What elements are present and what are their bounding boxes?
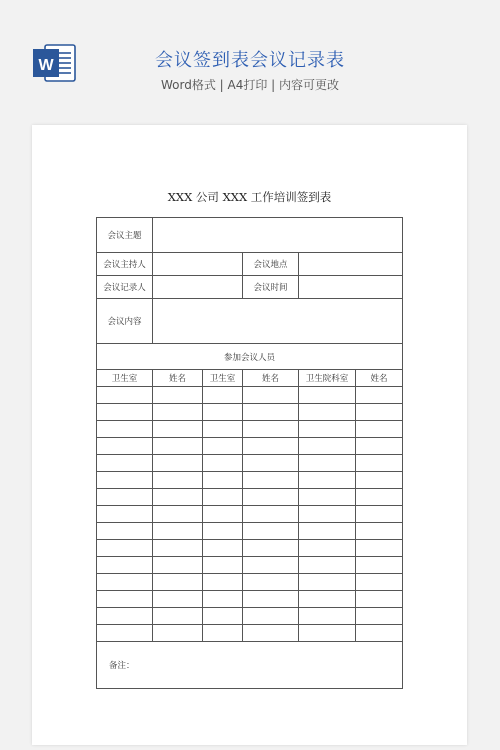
attendee-cell[interactable] xyxy=(203,455,243,472)
attendee-cell[interactable] xyxy=(97,523,153,540)
attendee-cell[interactable] xyxy=(203,421,243,438)
attendee-cell[interactable] xyxy=(243,591,299,608)
column-header: 姓名 xyxy=(153,370,203,387)
attendee-cell[interactable] xyxy=(356,557,403,574)
attendee-cell[interactable] xyxy=(153,489,203,506)
attendee-row xyxy=(97,625,403,642)
attendee-cell[interactable] xyxy=(356,387,403,404)
attendee-cell[interactable] xyxy=(243,574,299,591)
attendee-cell[interactable] xyxy=(356,523,403,540)
location-label: 会议地点 xyxy=(243,253,299,276)
attendee-cell[interactable] xyxy=(243,625,299,642)
document-title: XXX 公司 XXX 工作培训签到表 xyxy=(167,190,332,204)
attendee-cell[interactable] xyxy=(97,540,153,557)
attendee-cell[interactable] xyxy=(97,421,153,438)
attendee-cell[interactable] xyxy=(97,557,153,574)
column-header: 姓名 xyxy=(356,370,403,387)
attendee-cell[interactable] xyxy=(203,387,243,404)
recorder-label: 会议记录人 xyxy=(97,276,153,299)
recorder-time-row xyxy=(97,276,403,299)
attendee-cell[interactable] xyxy=(243,438,299,455)
attendee-cell[interactable] xyxy=(299,404,356,421)
attendee-cell[interactable] xyxy=(356,625,403,642)
page-subtitle: Word格式 | A4打印 | 内容可更改 xyxy=(160,78,340,92)
attendee-cell[interactable] xyxy=(153,540,203,557)
page-title: 会议签到表会议记录表 xyxy=(155,50,345,71)
attendee-row xyxy=(97,421,403,438)
attendee-row xyxy=(97,591,403,608)
attendee-cell[interactable] xyxy=(203,574,243,591)
attendee-row xyxy=(97,506,403,523)
attendee-cell[interactable] xyxy=(203,489,243,506)
attendee-cell[interactable] xyxy=(97,387,153,404)
attendee-cell[interactable] xyxy=(356,438,403,455)
attendee-cell[interactable] xyxy=(153,506,203,523)
attendee-cell[interactable] xyxy=(299,557,356,574)
attendee-cell[interactable] xyxy=(299,591,356,608)
attendee-cell[interactable] xyxy=(97,608,153,625)
attendee-cell[interactable] xyxy=(97,489,153,506)
attendee-cell[interactable] xyxy=(243,472,299,489)
attendee-cell[interactable] xyxy=(356,591,403,608)
attendee-row xyxy=(97,489,403,506)
attendee-cell[interactable] xyxy=(97,404,153,421)
column-header: 姓名 xyxy=(243,370,299,387)
location-field[interactable] xyxy=(299,253,403,276)
attendee-cell[interactable] xyxy=(356,540,403,557)
attendee-cell[interactable] xyxy=(299,574,356,591)
attendee-cell[interactable] xyxy=(203,438,243,455)
attendee-cell[interactable] xyxy=(356,472,403,489)
attendee-cell[interactable] xyxy=(243,387,299,404)
attendee-cell[interactable] xyxy=(356,608,403,625)
attendee-cell[interactable] xyxy=(243,506,299,523)
attendee-cell[interactable] xyxy=(203,540,243,557)
attendee-cell[interactable] xyxy=(203,523,243,540)
signin-form-table xyxy=(96,217,403,689)
attendee-cell[interactable] xyxy=(203,591,243,608)
attendee-row xyxy=(97,540,403,557)
attendee-cell[interactable] xyxy=(153,438,203,455)
notes-label: 备注： xyxy=(97,642,403,689)
attendee-row xyxy=(97,455,403,472)
attendee-cell[interactable] xyxy=(356,404,403,421)
attendee-row xyxy=(97,608,403,625)
attendee-cell[interactable] xyxy=(97,506,153,523)
attendee-cell[interactable] xyxy=(203,506,243,523)
attendee-cell[interactable] xyxy=(203,472,243,489)
attendee-cell[interactable] xyxy=(153,455,203,472)
topic-label: 会议主题 xyxy=(97,218,153,253)
attendee-cell[interactable] xyxy=(243,608,299,625)
attendee-row xyxy=(97,574,403,591)
column-header: 卫生室 xyxy=(203,370,243,387)
host-location-row xyxy=(97,253,403,276)
attendee-cell[interactable] xyxy=(243,455,299,472)
attendee-cell[interactable] xyxy=(356,421,403,438)
content-field[interactable] xyxy=(153,299,403,344)
topic-field[interactable] xyxy=(153,218,403,253)
attendee-cell[interactable] xyxy=(153,523,203,540)
attendee-cell[interactable] xyxy=(299,489,356,506)
attendee-cell[interactable] xyxy=(299,540,356,557)
time-label: 会议时间 xyxy=(243,276,299,299)
attendee-cell[interactable] xyxy=(97,591,153,608)
attendee-cell[interactable] xyxy=(243,421,299,438)
attendee-cell[interactable] xyxy=(243,540,299,557)
attendee-cell[interactable] xyxy=(153,557,203,574)
attendee-cell[interactable] xyxy=(299,421,356,438)
attendee-cell[interactable] xyxy=(153,472,203,489)
attendee-cell[interactable] xyxy=(97,472,153,489)
attendee-cell[interactable] xyxy=(153,421,203,438)
svg-text:W: W xyxy=(38,57,54,74)
attendee-cell[interactable] xyxy=(356,574,403,591)
attendees-header-row xyxy=(97,370,403,387)
time-field[interactable] xyxy=(299,276,403,299)
attendee-row xyxy=(97,472,403,489)
topic-row xyxy=(97,218,403,253)
content-row xyxy=(97,299,403,344)
attendee-cell[interactable] xyxy=(299,625,356,642)
attendee-cell[interactable] xyxy=(97,625,153,642)
attendee-row xyxy=(97,557,403,574)
attendee-cell[interactable] xyxy=(153,387,203,404)
attendee-cell[interactable] xyxy=(243,557,299,574)
attendee-row xyxy=(97,523,403,540)
attendee-row xyxy=(97,387,403,404)
attendee-cell[interactable] xyxy=(153,591,203,608)
attendee-cell[interactable] xyxy=(153,608,203,625)
attendee-cell[interactable] xyxy=(299,387,356,404)
attendee-cell[interactable] xyxy=(243,523,299,540)
attendee-cell[interactable] xyxy=(153,404,203,421)
attendee-cell[interactable] xyxy=(299,455,356,472)
attendee-cell[interactable] xyxy=(97,438,153,455)
attendee-cell[interactable] xyxy=(356,455,403,472)
attendee-row xyxy=(97,404,403,421)
content-label: 会议内容 xyxy=(97,299,153,344)
attendee-cell[interactable] xyxy=(243,404,299,421)
attendee-cell[interactable] xyxy=(299,523,356,540)
attendee-cell[interactable] xyxy=(299,608,356,625)
recorder-field[interactable] xyxy=(153,276,243,299)
attendee-cell[interactable] xyxy=(153,625,203,642)
host-field[interactable] xyxy=(153,253,243,276)
attendee-cell[interactable] xyxy=(243,489,299,506)
attendee-cell[interactable] xyxy=(356,489,403,506)
attendee-cell[interactable] xyxy=(203,557,243,574)
attendee-cell[interactable] xyxy=(153,574,203,591)
attendee-cell[interactable] xyxy=(356,506,403,523)
attendee-cell[interactable] xyxy=(299,472,356,489)
document-page xyxy=(32,125,467,745)
attendee-cell[interactable] xyxy=(299,506,356,523)
attendee-cell[interactable] xyxy=(203,625,243,642)
column-header: 卫生院科室 xyxy=(299,370,356,387)
attendee-cell[interactable] xyxy=(203,608,243,625)
column-header: 卫生室 xyxy=(97,370,153,387)
host-label: 会议主持人 xyxy=(97,253,153,276)
attendees-section-row xyxy=(97,344,403,370)
attendee-cell[interactable] xyxy=(97,574,153,591)
attendee-row xyxy=(97,438,403,455)
attendees-section-title: 参加会议人员 xyxy=(97,344,403,370)
notes-row xyxy=(97,642,403,689)
attendee-cell[interactable] xyxy=(97,455,153,472)
attendee-cell[interactable] xyxy=(203,404,243,421)
attendee-cell[interactable] xyxy=(299,438,356,455)
